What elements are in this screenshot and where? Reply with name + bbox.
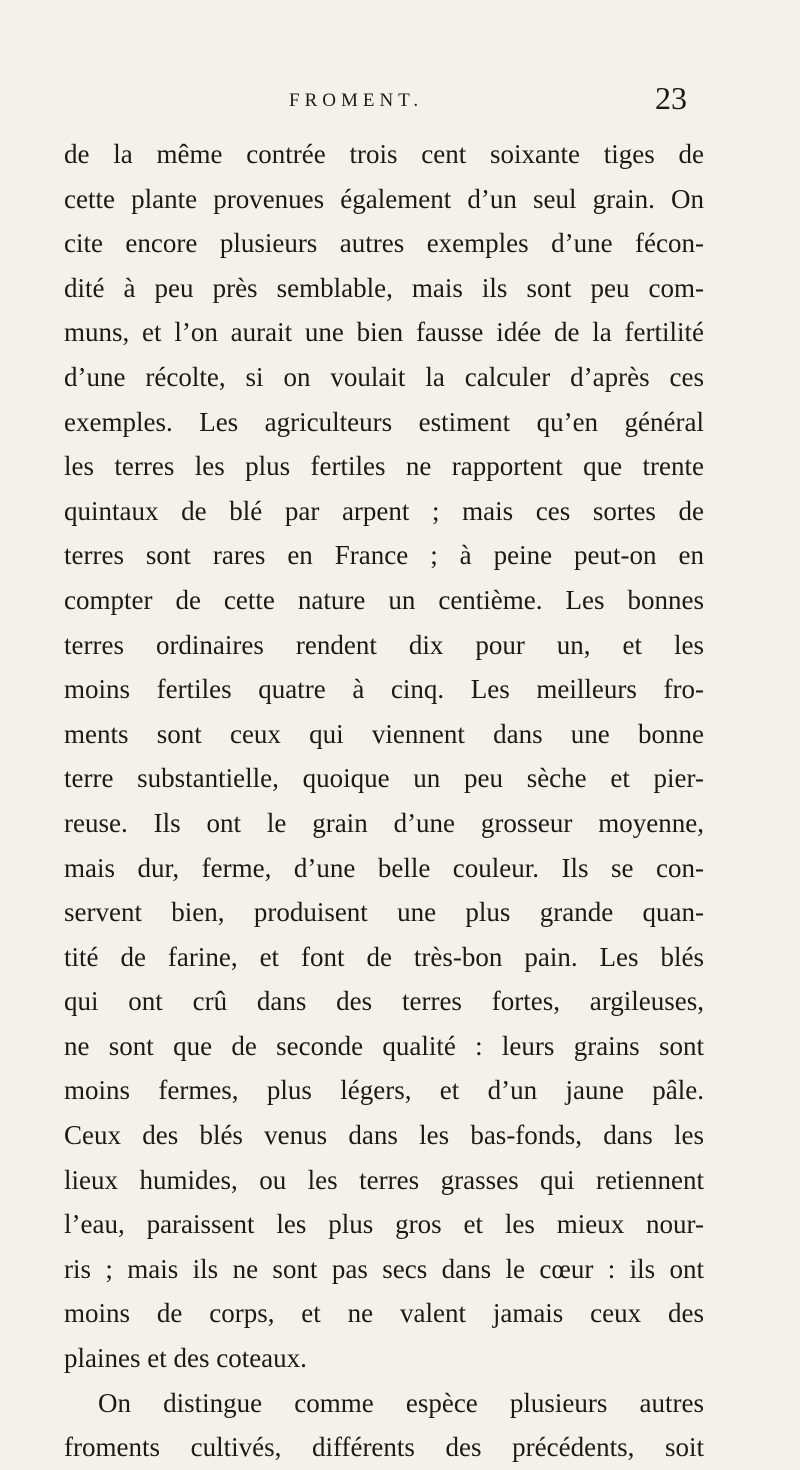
page-number: 23 <box>655 80 687 116</box>
text-line: moins fertiles quatre à cinq. Les meilleurs fro- <box>64 674 704 705</box>
text-line: terre substantielle, quoique un peu sèche et pier- <box>64 763 704 794</box>
text-line: quintaux de blé par arpent ; mais ces sortes de <box>64 495 704 526</box>
text-line: On distingue comme espèce plusieurs autres <box>98 1387 704 1418</box>
text-line: froments cultivés, différents des précédents, soit <box>64 1432 704 1463</box>
text-line: moins fermes, plus légers, et d’un jaune pâle. <box>64 1075 704 1106</box>
text-line: servent bien, produisent une plus grande quan- <box>64 897 704 928</box>
text-line: ments sont ceux qui viennent dans une bonne <box>64 718 704 749</box>
text-line: cite encore plusieurs autres exemples d’une fécon- <box>64 228 704 259</box>
text-line: ris ; mais ils ne sont pas secs dans le cœur : ils ont <box>64 1253 704 1284</box>
text-line: tité de farine, et font de très-bon pain. Les blés <box>64 941 704 972</box>
text-line: terres ordinaires rendent dix pour un, et les <box>64 629 704 660</box>
text-line: les terres les plus fertiles ne rapportent que trente <box>64 451 704 482</box>
text-line: mais dur, ferme, d’une belle couleur. Ils se con- <box>64 852 704 883</box>
text-line: exemples. Les agriculteurs estiment qu’en général <box>64 406 704 437</box>
text-line: terres sont rares en France ; à peine peut-on en <box>64 540 704 571</box>
running-head <box>0 80 800 120</box>
body-text <box>64 132 704 1470</box>
text-line: dité à peu près semblable, mais ils sont peu com- <box>64 272 704 303</box>
text-line: lieux humides, ou les terres grasses qui retiennent <box>64 1164 704 1195</box>
text-line: moins de corps, et ne valent jamais ceux des <box>64 1298 704 1329</box>
text-line: reuse. Ils ont le grain d’une grosseur moyenne, <box>64 807 704 838</box>
text-line: Ceux des blés venus dans les bas-fonds, dans les <box>64 1120 704 1151</box>
text-line: l’eau, paraissent les plus gros et les mieux nour- <box>64 1209 704 1240</box>
text-line: muns, et l’on aurait une bien fausse idée de la fertilité <box>64 317 704 348</box>
text-line: compter de cette nature un centième. Les bonnes <box>64 584 704 615</box>
text-line: de la même contrée trois cent soixante tiges de <box>64 139 704 169</box>
text-line: ne sont que de seconde qualité : leurs grains sont <box>64 1030 704 1061</box>
text-line: d’une récolte, si on voulait la calculer d’après ces <box>64 361 704 392</box>
text-line: cette plante provenues également d’un seul grain. On <box>64 183 704 214</box>
text-line: qui ont crû dans des terres fortes, argileuses, <box>64 986 704 1017</box>
running-title: FROMENT. <box>289 90 424 111</box>
text-line: plaines et des coteaux. <box>64 1343 307 1374</box>
